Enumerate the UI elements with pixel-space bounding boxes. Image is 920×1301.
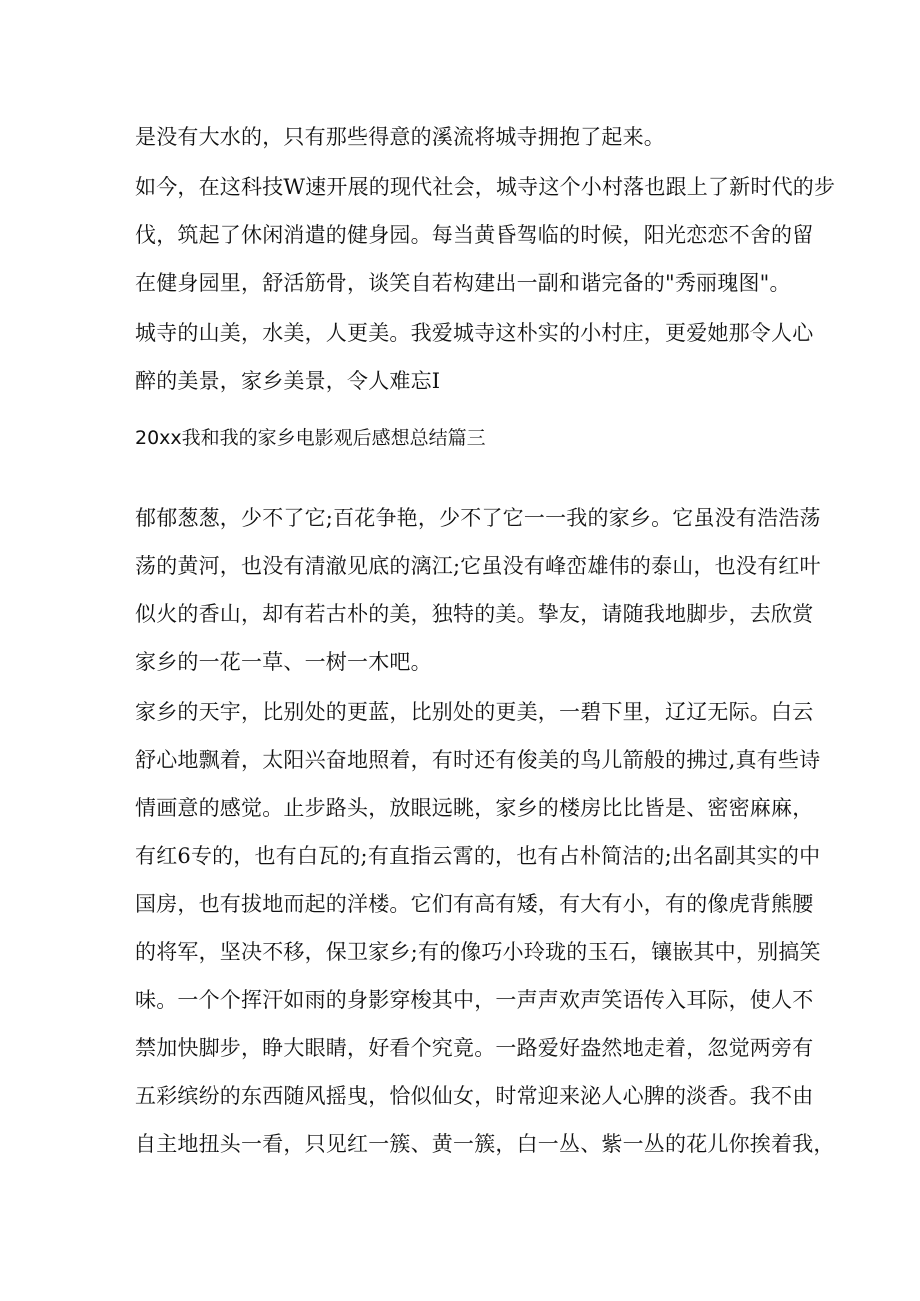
text-line: 五彩缤纷的东西随风摇曳，恰似仙女，时常迎来泌人心脾的淡香。我不由 bbox=[135, 1084, 814, 1108]
text-line: 伐，筑起了休闲消遣的健身园。每当黄昏驾临的时候，阳光恋恋不舍的留 bbox=[135, 223, 814, 247]
section-heading: 20xx我和我的家乡电影观后感想总结篇三 bbox=[135, 427, 486, 449]
text-line: 城寺的山美，水美，人更美。我爱城寺这朴实的小村庄，更爱她那令人心 bbox=[135, 321, 814, 345]
text-line: 郁郁葱葱，少不了它;百花争艳，少不了它一一我的家乡。它虽没有浩浩荡 bbox=[135, 506, 821, 530]
text-line: 味。一个个挥汗如雨的身影穿梭其中，一声声欢声笑语传入耳际，使人不 bbox=[135, 988, 814, 1012]
text-line: 国房，也有拔地而起的洋楼。它们有高有矮，有大有小，有的像虎背熊腰 bbox=[135, 892, 814, 916]
text-line: 有红6专的，也有白瓦的;有直指云霄的，也有占朴简洁的;出名副其实的中 bbox=[135, 844, 821, 868]
text-line: 家乡的天宇，比别处的更蓝，比别处的更美，一碧下里，辽辽无际。白云 bbox=[135, 700, 814, 724]
text-line: 的将军，坚决不移，保卫家乡;有的像巧小玲珑的玉石，镶嵌其中，别搞笑 bbox=[135, 940, 821, 964]
text-line: 舒心地飘着，太阳兴奋地照着，有时还有俊美的鸟儿箭般的拂过,真有些诗 bbox=[135, 748, 821, 772]
text-line: 禁加快脚步，睁大眼睛，好看个究竟。一路爱好盎然地走着，忽觉两旁有 bbox=[135, 1036, 814, 1060]
text-line: 醉的美景，家乡美景，令人难忘I bbox=[135, 369, 441, 393]
text-line: 荡的黄河，也没有清澈见底的漓江;它虽没有峰峦雄伟的泰山，也没有红叶 bbox=[135, 554, 821, 578]
text-line: 如今，在这科技W速开展的现代社会，城寺这个小村落也跟上了新时代的步 bbox=[135, 175, 836, 199]
text-line: 自主地扭头一看，只见红一簇、黄一簇，白一丛、紫一丛的花儿你挨着我， bbox=[135, 1132, 835, 1156]
text-line: 情画意的感觉。止步路头，放眼远眺，家乡的楼房比比皆是、密密麻麻， bbox=[135, 796, 814, 820]
text-line: 似火的香山，却有若古朴的美，独特的美。挚友，请随我地脚步，去欣赏 bbox=[135, 602, 814, 626]
text-line: 在健身园里，舒活筋骨，谈笑自若构建出一副和谐完备的"秀丽瑰图"。 bbox=[135, 271, 791, 295]
text-line: 是没有大水的，只有那些得意的溪流将城寺拥抱了起来。 bbox=[135, 125, 665, 149]
text-line: 家乡的一花一草、一树一木吧。 bbox=[135, 650, 432, 674]
